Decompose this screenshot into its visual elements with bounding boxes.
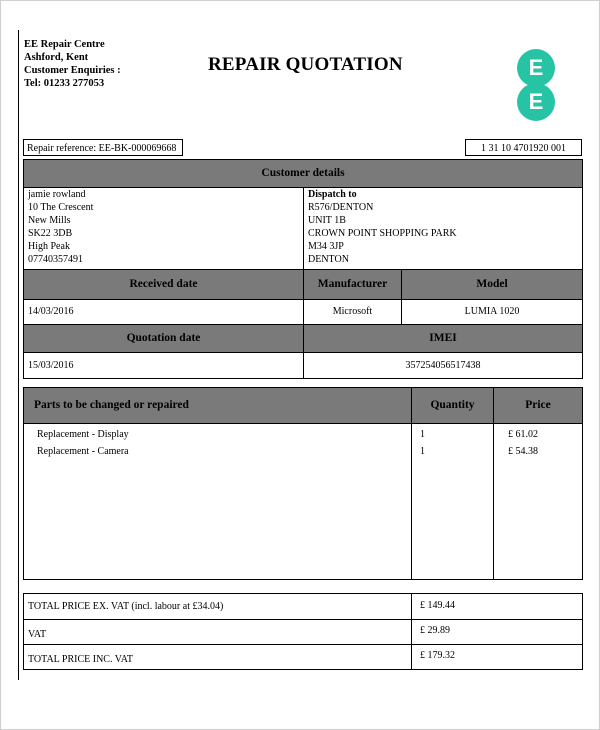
dispatch-line: M34 3JP xyxy=(308,241,344,252)
received-date-header: Received date xyxy=(24,270,303,299)
quotation-date-value: 15/03/2016 xyxy=(28,360,74,371)
dispatch-line: UNIT 1B xyxy=(308,215,346,226)
parts-price-header: Price xyxy=(525,399,551,411)
table-row xyxy=(37,445,407,458)
logo-letter-top: E xyxy=(517,49,555,87)
divider xyxy=(411,594,412,669)
dispatch-address xyxy=(308,188,578,266)
divider xyxy=(24,644,582,645)
manufacturer-header: Manufacturer xyxy=(304,270,401,299)
manufacturer-value: Microsoft xyxy=(332,306,373,317)
dispatch-line: CROWN POINT SHOPPING PARK xyxy=(308,228,457,239)
divider xyxy=(303,187,304,269)
part-quantity: 1 xyxy=(420,429,425,440)
address-line: 10 The Crescent xyxy=(28,202,94,213)
vat-value: £ 29.89 xyxy=(420,625,450,636)
model-value: LUMIA 1020 xyxy=(464,306,520,317)
part-description: Replacement - Camera xyxy=(37,446,129,457)
parts-table xyxy=(23,387,583,580)
parts-desc-header: Parts to be changed or repaired xyxy=(34,399,189,411)
received-date-value: 14/03/2016 xyxy=(28,306,74,317)
part-price: £ 61.02 xyxy=(508,429,538,440)
imei-value: 357254056517438 xyxy=(405,360,481,371)
address-line: SK22 3DB xyxy=(28,228,73,239)
part-quantity: 1 xyxy=(420,446,425,457)
company-name: EE Repair Centre xyxy=(24,39,105,50)
customer-phone: 07740357491 xyxy=(28,254,83,265)
divider xyxy=(24,619,582,620)
address-line: jamie rowland xyxy=(28,189,86,200)
table-row xyxy=(37,428,407,441)
address-line: New Mills xyxy=(28,215,71,226)
company-info xyxy=(24,38,121,90)
part-price: £ 54.38 xyxy=(508,446,538,457)
quotation-date-header: Quotation date xyxy=(24,325,303,352)
repair-reference: Repair reference: EE-BK-000069668 xyxy=(23,139,183,156)
divider xyxy=(493,388,494,579)
totals-table xyxy=(23,593,583,670)
customer-device-block xyxy=(23,159,583,379)
parts-qty-header: Quantity xyxy=(430,399,475,411)
divider xyxy=(411,388,412,579)
total-ex-vat-label: TOTAL PRICE EX. VAT (incl. labour at £34.04) xyxy=(28,601,224,612)
part-description: Replacement - Display xyxy=(37,429,129,440)
model-header: Model xyxy=(402,270,582,299)
vat-label: VAT xyxy=(28,629,47,640)
company-tel: Tel: 01233 277053 xyxy=(24,78,105,89)
logo-letter-bottom: E xyxy=(517,83,555,121)
dispatch-line: R576/DENTON xyxy=(308,202,374,213)
page-title: REPAIR QUOTATION xyxy=(208,54,403,75)
customer-address xyxy=(28,188,298,266)
reference-code: 1 31 10 4701920 001 xyxy=(465,139,582,156)
dispatch-line: DENTON xyxy=(308,254,349,265)
ee-logo xyxy=(517,49,555,121)
address-line: High Peak xyxy=(28,241,70,252)
customer-details-header: Customer details xyxy=(24,160,582,187)
dispatch-label: Dispatch to xyxy=(308,189,357,200)
divider xyxy=(24,423,582,424)
total-inc-vat-label: TOTAL PRICE INC. VAT xyxy=(28,654,133,665)
total-ex-vat-value: £ 149.44 xyxy=(420,600,455,611)
company-location: Ashford, Kent xyxy=(24,52,89,63)
customer-enquiries-label: Customer Enquiries : xyxy=(24,65,121,76)
imei-header: IMEI xyxy=(304,325,582,352)
total-inc-vat-value: £ 179.32 xyxy=(420,650,455,661)
left-margin-rule xyxy=(18,30,19,680)
